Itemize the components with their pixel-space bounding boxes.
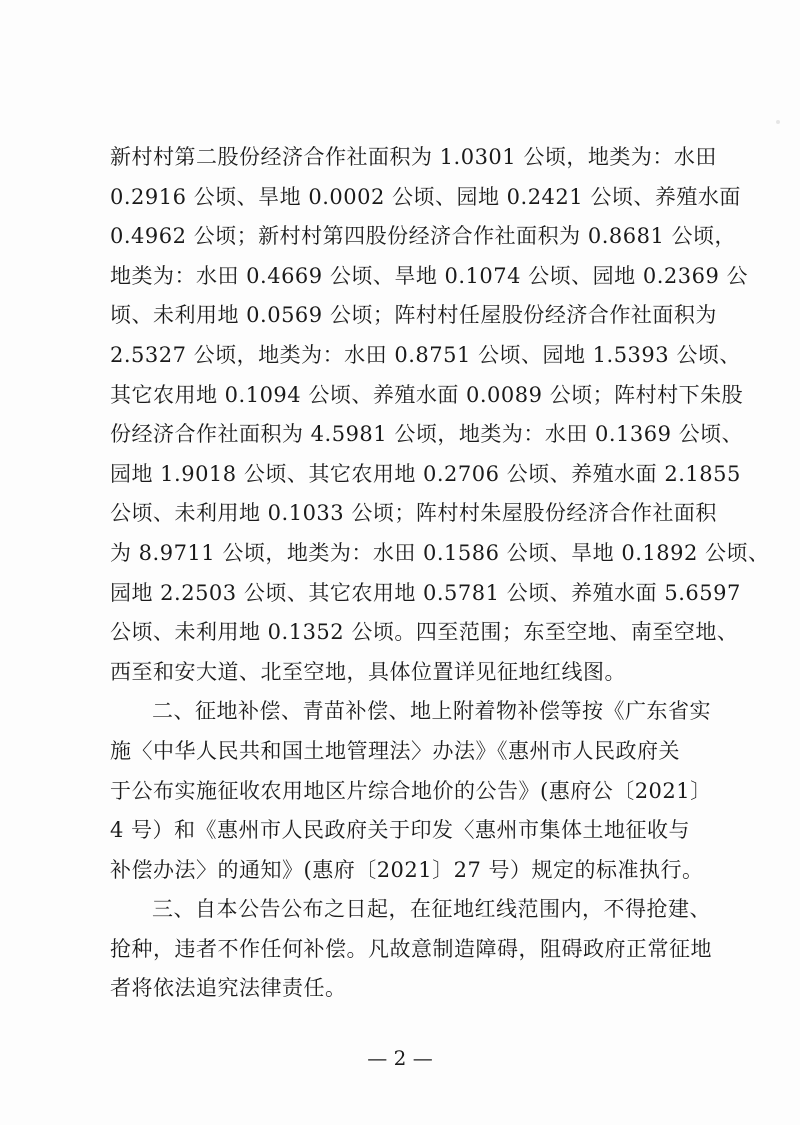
- text-line: 西至和安大道、北至空地，具体位置详见征地红线图。: [110, 659, 626, 684]
- paragraph-land-details: [110, 138, 770, 692]
- document-body: [110, 138, 770, 1009]
- text-line: 0.4962 公顷；新村村第四股份经济合作社面积为 0.8681 公顷，: [110, 224, 736, 249]
- text-line: 份经济合作社面积为 4.5981 公顷，地类为：水田 0.1369 公顷、: [110, 422, 744, 447]
- text-line: 者将依法追究法律责任。: [110, 976, 347, 1001]
- text-line: 于公布实施征收农用地区片综合地价的公告》(惠府公〔2021〕: [110, 778, 712, 803]
- text-line: 三、自本公告公布之日起，在征地红线范围内，不得抢建、: [152, 897, 711, 922]
- text-line: 二、征地补偿、青苗补偿、地上附着物补偿等按《广东省实: [152, 699, 711, 724]
- text-line: 4 号）和《惠州市人民政府关于印发〈惠州市集体土地征收与: [110, 818, 691, 843]
- text-line: 补偿办法〉的通知》(惠府〔2021〕27 号）规定的标准执行。: [110, 857, 704, 882]
- text-line: 抢种，违者不作任何补偿。凡故意制造障碍，阻碍政府正常征地: [110, 936, 712, 961]
- scan-mark: [776, 120, 780, 124]
- page-number: — 2 —: [367, 1046, 433, 1070]
- text-line: 其它农用地 0.1094 公顷、养殖水面 0.0089 公顷；阵村村下朱股: [110, 382, 744, 407]
- text-line: 公顷、未利用地 0.1352 公顷。四至范围；东至空地、南至空地、: [110, 620, 739, 645]
- text-line: 2.5327 公顷，地类为：水田 0.8751 公顷、园地 1.5393 公顷、: [110, 342, 741, 367]
- text-line: 园地 1.9018 公顷、其它农用地 0.2706 公顷、养殖水面 2.1855: [110, 461, 741, 486]
- text-line: 施〈中华人民共和国土地管理法〉办法》《惠州市人民政府关: [110, 738, 680, 763]
- text-line: 地类为：水田 0.4669 公顷、旱地 0.1074 公顷、园地 0.2369 公: [110, 263, 748, 288]
- paragraph-prohibition: [110, 890, 720, 1009]
- text-line: 新村村第二股份经济合作社面积为 1.0301 公顷，地类为：水田: [110, 145, 717, 169]
- text-line: 顷、未利用地 0.0569 公顷；阵村村任屋股份经济合作社面积为: [110, 303, 717, 328]
- text-line: 公顷、未利用地 0.1033 公顷；阵村村朱屋股份经济合作社面积: [110, 501, 717, 526]
- text-line: 园地 2.2503 公顷、其它农用地 0.5781 公顷、养殖水面 5.6597: [110, 580, 741, 605]
- text-line: 0.2916 公顷、旱地 0.0002 公顷、园地 0.2421 公顷、养殖水面: [110, 184, 741, 209]
- text-line: 为 8.9711 公顷，地类为：水田 0.1586 公顷、旱地 0.1892 公顷、: [110, 540, 770, 565]
- paragraph-compensation: [110, 692, 720, 890]
